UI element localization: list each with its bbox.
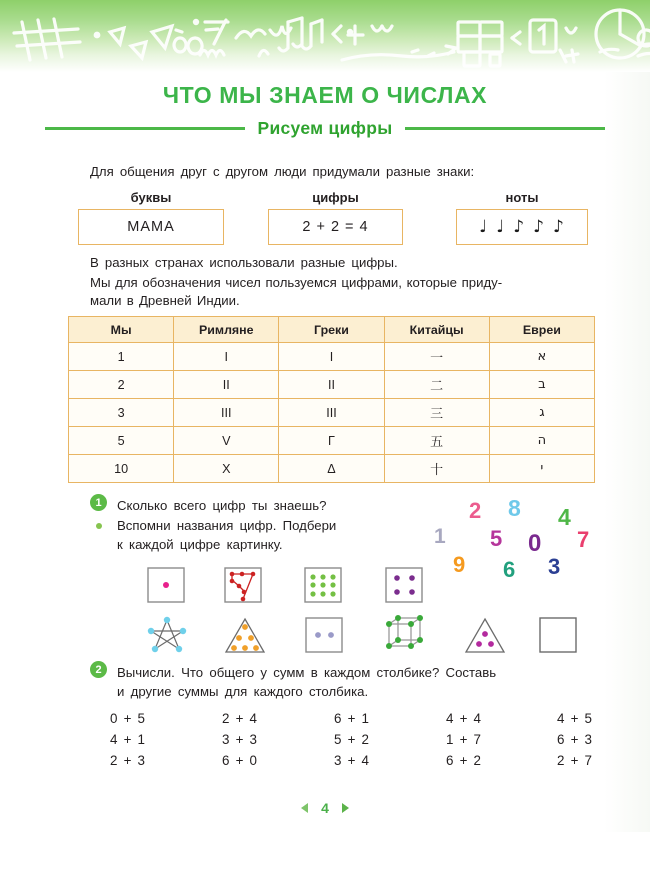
sum-expression: 1 + 7 [446, 732, 483, 747]
bullet-icon [96, 523, 102, 529]
subtitle-rule-right [405, 127, 605, 130]
sign-label-notes: ноты [505, 190, 539, 205]
page-number: 4 [321, 800, 329, 816]
sum-column-5 [557, 708, 647, 771]
seven-dots-square-icon [223, 566, 267, 606]
th-chinese: Китайцы [384, 317, 489, 343]
card-0-empty[interactable] [538, 616, 582, 661]
sign-column-digits [268, 190, 403, 245]
paragraph-we-use-line2: мали в Древней Индии. [90, 293, 240, 308]
sum-expression: 5 + 2 [334, 732, 371, 747]
page-title: ЧТО МЫ ЗНАЕМ О ЧИСЛАХ [162, 82, 488, 108]
cell-hebrew: א [489, 343, 594, 371]
scattered-digit-6: 6 [503, 557, 516, 582]
scattered-digit-3: 3 [548, 554, 561, 579]
th-us: Мы [69, 317, 174, 343]
th-greeks: Греки [279, 317, 384, 343]
sum-expression: 6 + 0 [222, 753, 259, 768]
table-row [69, 371, 595, 399]
sum-expression: 4 + 1 [110, 732, 147, 747]
cell-roman: II [174, 371, 279, 399]
cell-roman: X [174, 455, 279, 483]
sum-expression: 2 + 3 [110, 753, 147, 768]
card-1-dot[interactable] [146, 566, 190, 611]
intro-paragraph: Для общения друг с другом люди придумали разные знаки: [90, 164, 475, 179]
card-2-dots[interactable] [304, 616, 348, 661]
cell-hebrew: י [489, 455, 594, 483]
sign-column-letters [78, 190, 224, 245]
sign-box-digits: 2 + 2 = 4 [268, 209, 403, 245]
sign-box-notes [456, 209, 588, 245]
eighth-note-icon: ♪ [513, 216, 526, 237]
card-6-triangle[interactable] [222, 614, 268, 663]
four-dots-square-icon [384, 566, 428, 606]
sum-expression: 2 + 7 [557, 753, 594, 768]
scattered-digit-5: 5 [490, 526, 503, 551]
scattered-digit-8: 8 [508, 495, 521, 521]
cell-us: 5 [69, 427, 174, 455]
sum-expression: 4 + 4 [446, 711, 483, 726]
thirtysecond-note-icon: ♪ [552, 216, 565, 237]
task1-bullet-line2: к каждой цифре картинку. [117, 537, 283, 552]
cell-chinese: 一 [384, 343, 489, 371]
sum-expression: 6 + 1 [334, 711, 371, 726]
cell-hebrew: ה [489, 427, 594, 455]
paragraph-different-countries: В разных странах использовали разные цифры. [90, 255, 398, 270]
cell-roman: V [174, 427, 279, 455]
card-4-dots[interactable] [384, 566, 428, 611]
subtitle-rule-left [45, 127, 245, 130]
task2-line2: и другие суммы для каждого столбика. [117, 684, 369, 699]
scattered-digit-2: 2 [469, 498, 482, 523]
scattered-digit-4: 4 [558, 504, 571, 530]
section-subtitle: Рисуем цифры [257, 118, 393, 138]
scattered-digit-0: 0 [528, 530, 542, 557]
sum-column-1 [110, 708, 200, 771]
cell-us: 2 [69, 371, 174, 399]
paragraph-we-use-line1: Мы для обозначения чисел пользуемся цифрами, которые приду- [90, 275, 503, 290]
sum-column-3 [334, 708, 424, 771]
table-row [69, 343, 595, 371]
task-number-badge-1: 1 [90, 494, 107, 511]
eight-vertex-cube-icon [382, 612, 428, 656]
task1-bullet-line1: Вспомни названия цифр. Подбери [117, 518, 337, 533]
page-navigation [0, 800, 650, 816]
cell-greek: Γ [279, 427, 384, 455]
six-dots-triangle-icon [222, 614, 268, 658]
cell-roman: I [174, 343, 279, 371]
table-row [69, 427, 595, 455]
header-doodle-band [0, 0, 650, 72]
cell-hebrew: ג [489, 399, 594, 427]
numerals-table [68, 316, 595, 483]
sign-column-notes [456, 190, 588, 245]
cell-us: 3 [69, 399, 174, 427]
cell-greek: Δ [279, 455, 384, 483]
nine-dots-square-icon [303, 566, 347, 606]
card-8-cube[interactable] [382, 612, 428, 661]
card-3-triangle[interactable] [462, 614, 508, 663]
sum-expression: 4 + 5 [557, 711, 594, 726]
sum-expression: 6 + 3 [557, 732, 594, 747]
three-dots-triangle-icon [462, 614, 508, 658]
sum-expression: 3 + 3 [222, 732, 259, 747]
card-7-dots[interactable] [223, 566, 267, 611]
sum-expression: 0 + 5 [110, 711, 147, 726]
sum-expression: 2 + 4 [222, 711, 259, 726]
card-9-dots[interactable] [303, 566, 347, 611]
half-note-icon: ♩ [479, 216, 489, 237]
scattered-digit-9: 9 [453, 552, 466, 577]
cell-greek: II [279, 371, 384, 399]
quarter-note-icon: ♩ [496, 216, 506, 237]
card-5-star[interactable] [144, 614, 190, 663]
sign-label-digits: цифры [312, 190, 359, 205]
five-point-star-icon [144, 614, 190, 658]
table-header-row [69, 317, 595, 343]
table-row [69, 399, 595, 427]
empty-square-icon [538, 616, 582, 656]
sum-column-2 [222, 708, 312, 771]
scattered-digit-7: 7 [577, 527, 590, 552]
sixteenth-note-icon: ♪ [533, 216, 545, 237]
next-page-icon[interactable] [342, 803, 349, 813]
cell-roman: III [174, 399, 279, 427]
cell-greek: I [279, 343, 384, 371]
task1-question: Сколько всего цифр ты знаешь? [117, 498, 327, 513]
scattered-digit-1: 1 [434, 525, 446, 548]
th-romans: Римляне [174, 317, 279, 343]
picture-cards-group [146, 566, 566, 658]
task-number-badge-2: 2 [90, 661, 107, 678]
cell-us: 10 [69, 455, 174, 483]
one-dot-square-icon [146, 566, 190, 606]
cell-greek: III [279, 399, 384, 427]
cell-chinese: 五 [384, 427, 489, 455]
sign-examples-group [78, 190, 588, 250]
two-dots-square-icon [304, 616, 348, 656]
cell-chinese: 二 [384, 371, 489, 399]
sum-expression: 6 + 2 [446, 753, 483, 768]
sum-column-4 [446, 708, 536, 771]
th-hebrew: Евреи [489, 317, 594, 343]
task2-line1: Вычисли. Что общего у сумм в каждом столбике? Составь [117, 665, 497, 680]
prev-page-icon[interactable] [301, 803, 308, 813]
sign-label-letters: буквы [130, 190, 172, 205]
cell-chinese: 十 [384, 455, 489, 483]
cell-us: 1 [69, 343, 174, 371]
section-subtitle-row [45, 118, 605, 139]
doodle-scribbles [0, 0, 650, 72]
music-notes-row [479, 216, 565, 237]
cell-hebrew: ב [489, 371, 594, 399]
sign-box-letters: МАМА [78, 209, 224, 245]
cell-chinese: 三 [384, 399, 489, 427]
table-row [69, 455, 595, 483]
sum-expression: 3 + 4 [334, 753, 371, 768]
